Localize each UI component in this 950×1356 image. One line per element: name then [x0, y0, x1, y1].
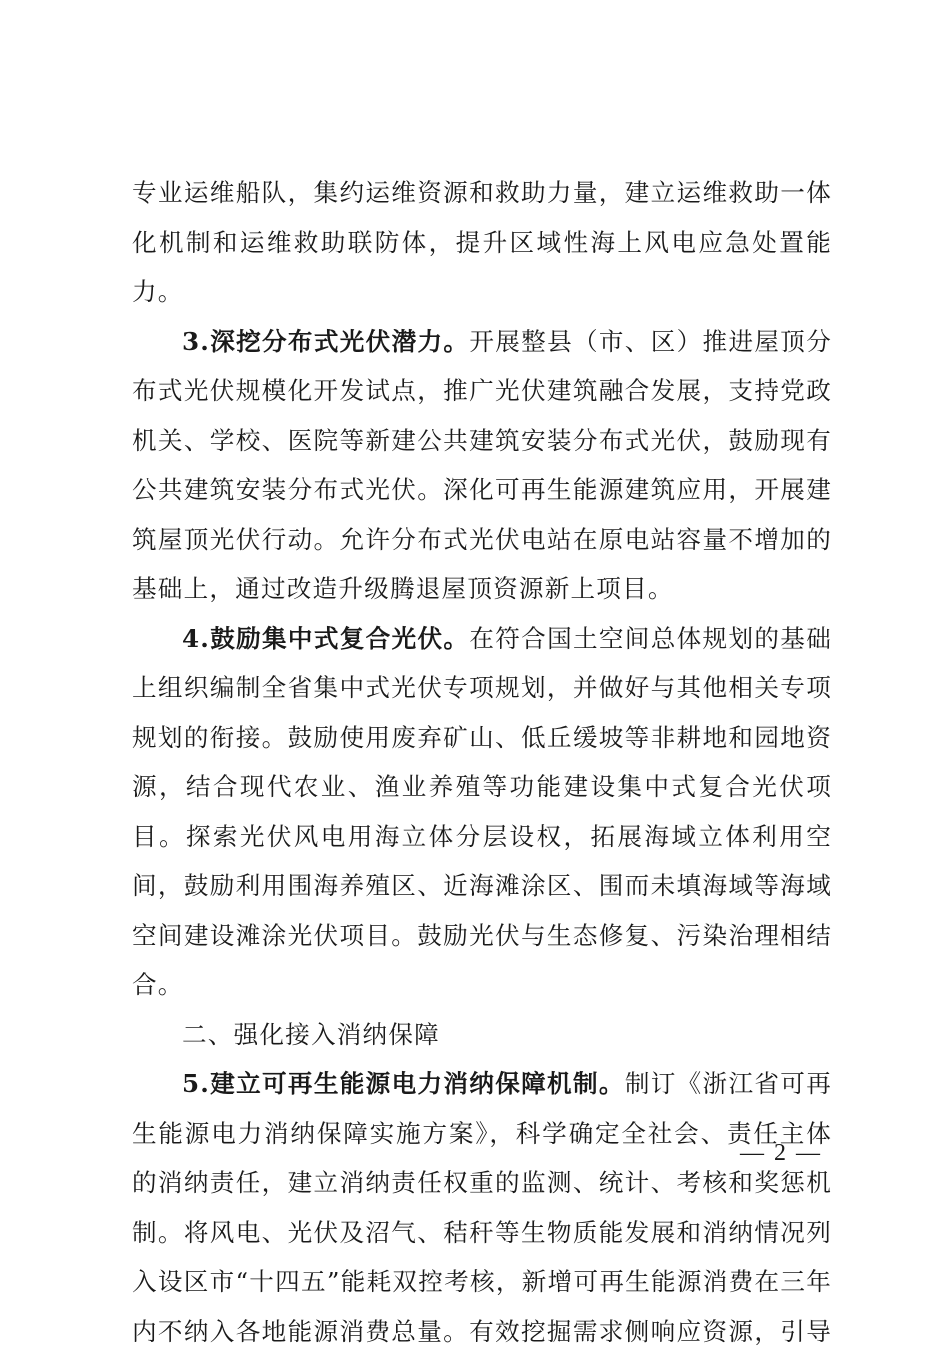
item-3-body: 开展整县（市、区）推进屋顶分布式光伏规模化开发试点，推广光伏建筑融合发展，支持党政机关、学校、医院等新建公共建筑安装分布式光伏，鼓励现有公共建筑安装分布式光伏。深化可再生能源建筑应用，开展建筑屋顶光伏行动。允许分布式光伏电站在原电站容量不增加的基础上，通过改造升级腾退屋顶资源新上项目。	[132, 326, 832, 603]
paragraph-item-5	[132, 1059, 832, 1356]
item-4-heading: 4.鼓励集中式复合光伏。	[182, 623, 470, 653]
paragraph-continuation: 专业运维船队，集约运维资源和救助力量，建立运维救助一体化机制和运维救助联防体，提升区域性海上风电应急处置能力。	[132, 178, 832, 306]
item-3-heading: 3.深挖分布式光伏潜力。	[182, 326, 470, 356]
page-number: — 2 —	[740, 1140, 822, 1166]
item-4-body: 在符合国土空间总体规划的基础上组织编制全省集中式光伏专项规划，并做好与其他相关专项规划的衔接。鼓励使用废弃矿山、低丘缓坡等非耕地和园地资源，结合现代农业、渔业养殖等功能建设集中式复合光伏项目。探索光伏风电用海立体分层设权，拓展海域立体利用空间，鼓励利用围海养殖区、近海滩涂区、围而未填海域等海域空间建设滩涂光伏项目。鼓励光伏与生态修复、污染治理相结合。	[132, 623, 832, 999]
item-5-heading: 5.建立可再生能源电力消纳保障机制。	[182, 1069, 625, 1098]
section-2-title: 二、强化接入消纳保障	[182, 1019, 440, 1049]
paragraph-item-4	[132, 614, 832, 1010]
item-5-body: 制订《浙江省可再生能源电力消纳保障实施方案》，科学确定全社会、责任主体的消纳责任，建立消纳责任权重的监测、统计、考核和奖惩机制。将风电、光伏及沼气、秸秆等生物质能发展和消纳情况列入设区市“十四五”能耗双控考核，新增可再生能源消费在三年内不纳入各地能源消费总量。有效挖掘需求侧响应资源，引导	[132, 1069, 832, 1346]
document-body	[132, 168, 832, 1356]
paragraph-item-3	[132, 317, 832, 614]
